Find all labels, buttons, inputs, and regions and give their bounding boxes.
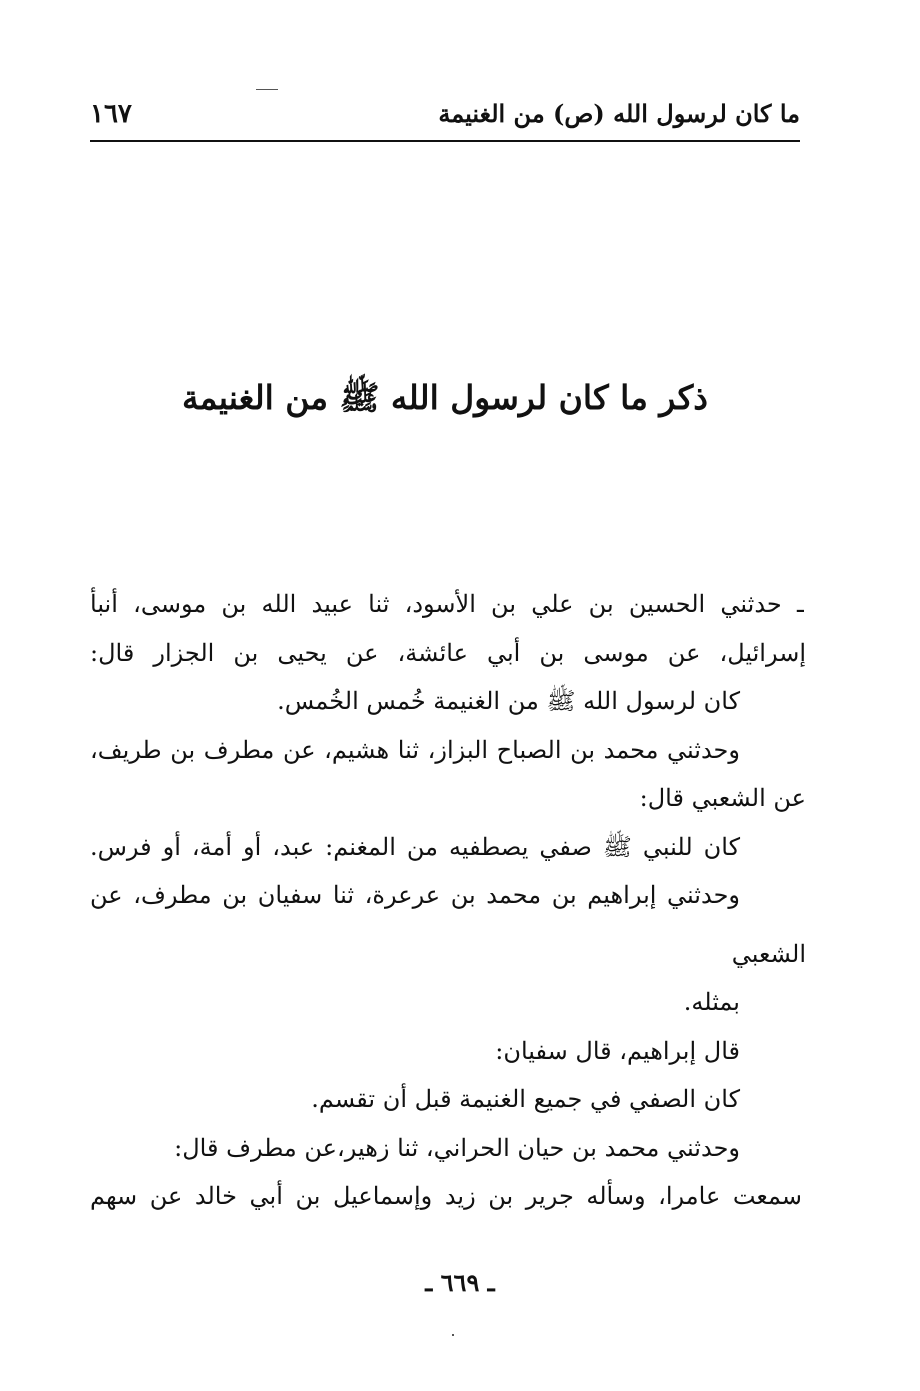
text-line: بمثله. xyxy=(683,988,740,1016)
header-page-number: ١٦٧ xyxy=(90,99,132,129)
running-title: ما كان لرسول الله (ص) من الغنيمة xyxy=(438,99,800,128)
text-line: الشعبي xyxy=(731,939,806,968)
text-line: عن الشعبي قال: xyxy=(639,784,806,812)
text-line: وحدثني محمد بن حيان الحراني، ثنا زهير،عن مطرف قال: xyxy=(174,1133,740,1162)
text-line: وحدثني محمد بن الصباح البزاز، ثنا هشيم، عن مطرف بن طريف، xyxy=(90,735,740,764)
text-line: ـ حدثني الحسين بن علي بن الأسود، ثنا عبيد الله بن موسى، أنبأ xyxy=(90,590,804,618)
text-line: كان للنبي ﷺ صفي يصطفيه من المغنم: عبد، أو أمة، أو فرس. xyxy=(90,832,740,861)
text-line: كان لرسول الله ﷺ من الغنيمة خُمس الخُمس. xyxy=(277,687,740,715)
chapter-heading: ذكر ما كان لرسول الله ﷺ من الغنيمة xyxy=(181,378,709,417)
print-dot xyxy=(452,1334,454,1336)
page-header xyxy=(90,92,800,136)
text-line: إسرائيل، عن موسى بن أبي عائشة، عن يحيى بن الجزار قال: xyxy=(90,638,806,667)
text-line: كان الصفي في جميع الغنيمة قبل أن تقسم. xyxy=(311,1085,740,1113)
text-line: سمعت عامرا، وسأله جرير بن زيد وإسماعيل بن أبي خالد عن سهم xyxy=(90,1182,802,1210)
body-text xyxy=(90,580,806,1221)
text-line: قال إبراهيم، قال سفيان: xyxy=(495,1036,740,1065)
text-line: وحدثني إبراهيم بن محمد بن عرعرة، ثنا سفيان بن مطرف، عن xyxy=(90,881,740,909)
print-speck xyxy=(256,89,278,90)
footer-page-number: ـ ٦٦٩ ـ xyxy=(425,1268,495,1297)
header-rule xyxy=(90,140,800,142)
